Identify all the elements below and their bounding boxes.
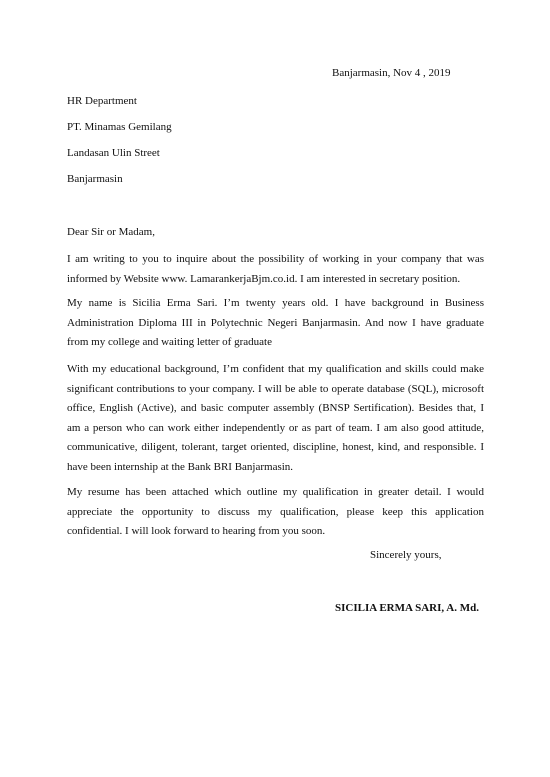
letter-closing: Sincerely yours,	[370, 549, 442, 561]
recipient-city: Banjarmasin	[67, 173, 123, 185]
letter-date: Banjarmasin, Nov 4 , 2019	[332, 67, 451, 79]
recipient-department: HR Department	[67, 95, 137, 107]
signature-name: SICILIA ERMA SARI, A. Md.	[335, 602, 479, 614]
paragraph-qualifications: With my educational background, I’m confident that my qualification and skills could make significant contributions to your company. I will be able to operate database (SQL), microsoft office, English (Active), and basic computer assembly (BNSP Sertification). Besides that, I am a person who can work either independently or as part of team. I am also good attitude, communicative, diligent, tolerant, target oriented, discipline, honest, kind, and responsible. I have been internship at the Bank BRI Banjarmasin.	[67, 363, 484, 473]
letter-greeting: Dear Sir or Madam,	[67, 226, 155, 238]
recipient-street: Landasan Ulin Street	[67, 147, 160, 159]
recipient-company: PT. Minamas Gemilang	[67, 121, 172, 133]
paragraph-resume: My resume has been attached which outline my qualification in greater detail. I would appreciate the opportunity to discuss my qualification, please keep this application confidential. I will look forward to hearing from you soon.	[67, 486, 484, 537]
paragraph-inquiry: I am writing to you to inquire about the possibility of working in your company that was informed by Website www. LamarankerjaBjm.co.id. I am interested in secretary position.	[67, 253, 484, 285]
paragraph-background: My name is Sicilia Erma Sari. I’m twenty years old. I have background in Business Administration Diploma III in Polytechnic Negeri Banjarmasin. And now I have graduate from my college and waiting letter of graduate	[67, 297, 484, 348]
